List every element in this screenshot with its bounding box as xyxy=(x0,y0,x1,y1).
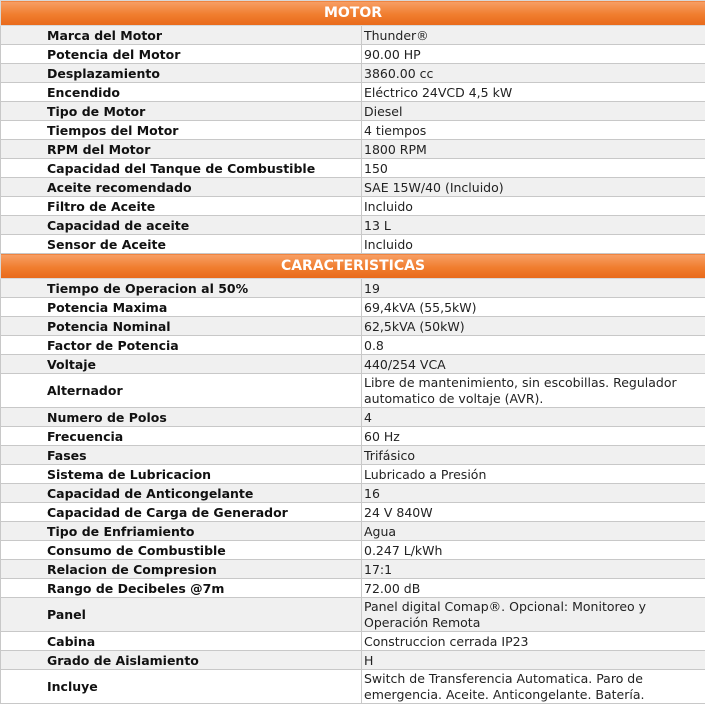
spec-row xyxy=(1,503,705,522)
spec-value: 0.8 xyxy=(362,336,705,355)
spec-value: Libre de mantenimiento, sin escobillas. Regulador automatico de voltaje (AVR). xyxy=(362,374,705,408)
spec-row xyxy=(1,102,705,121)
spec-row xyxy=(1,317,705,336)
spec-value: 0.247 L/kWh xyxy=(362,541,705,560)
spec-value: 13 L xyxy=(362,216,705,235)
spec-label: Potencia Nominal xyxy=(1,317,362,336)
spec-value: 62,5kVA (50kW) xyxy=(362,317,705,336)
spec-row xyxy=(1,670,705,704)
spec-value: 1800 RPM xyxy=(362,140,705,159)
spec-row xyxy=(1,45,705,64)
spec-row xyxy=(1,298,705,317)
spec-value: Lubricado a Presión xyxy=(362,465,705,484)
spec-value: Thunder® xyxy=(362,26,705,45)
spec-row xyxy=(1,64,705,83)
spec-label: Potencia Maxima xyxy=(1,298,362,317)
spec-value: 150 xyxy=(362,159,705,178)
spec-row xyxy=(1,465,705,484)
spec-value: H xyxy=(362,651,705,670)
spec-row xyxy=(1,279,705,298)
spec-value: 69,4kVA (55,5kW) xyxy=(362,298,705,317)
spec-value: 440/254 VCA xyxy=(362,355,705,374)
spec-row xyxy=(1,598,705,632)
spec-label: Cabina xyxy=(1,632,362,651)
spec-row xyxy=(1,235,705,254)
spec-row xyxy=(1,121,705,140)
spec-value: 72.00 dB xyxy=(362,579,705,598)
spec-value: 4 tiempos xyxy=(362,121,705,140)
spec-label: Factor de Potencia xyxy=(1,336,362,355)
section-title: CARACTERISTICAS xyxy=(1,254,705,279)
spec-value: Construccion cerrada IP23 xyxy=(362,632,705,651)
spec-row xyxy=(1,216,705,235)
spec-row xyxy=(1,83,705,102)
spec-row xyxy=(1,522,705,541)
spec-label: Grado de Aislamiento xyxy=(1,651,362,670)
spec-value: 16 xyxy=(362,484,705,503)
spec-row xyxy=(1,336,705,355)
spec-row xyxy=(1,408,705,427)
spec-label: Numero de Polos xyxy=(1,408,362,427)
spec-label: Tipo de Enfriamiento xyxy=(1,522,362,541)
spec-label: Sensor de Aceite xyxy=(1,235,362,254)
spec-row xyxy=(1,579,705,598)
section-title: MOTOR xyxy=(1,1,705,26)
spec-value: 19 xyxy=(362,279,705,298)
spec-value: Diesel xyxy=(362,102,705,121)
spec-label: RPM del Motor xyxy=(1,140,362,159)
spec-label: Aceite recomendado xyxy=(1,178,362,197)
spec-label: Capacidad de Anticongelante xyxy=(1,484,362,503)
spec-label: Desplazamiento xyxy=(1,64,362,83)
spec-label: Filtro de Aceite xyxy=(1,197,362,216)
spec-row xyxy=(1,159,705,178)
spec-label: Relacion de Compresion xyxy=(1,560,362,579)
spec-row xyxy=(1,140,705,159)
spec-value: 60 Hz xyxy=(362,427,705,446)
spec-label: Marca del Motor xyxy=(1,26,362,45)
spec-value: 90.00 HP xyxy=(362,45,705,64)
spec-row xyxy=(1,632,705,651)
spec-label: Encendido xyxy=(1,83,362,102)
spec-label: Consumo de Combustible xyxy=(1,541,362,560)
spec-row xyxy=(1,374,705,408)
spec-label: Frecuencia xyxy=(1,427,362,446)
spec-row xyxy=(1,484,705,503)
spec-label: Incluye xyxy=(1,670,362,704)
spec-value: Trifásico xyxy=(362,446,705,465)
spec-label: Panel xyxy=(1,598,362,632)
section-header xyxy=(1,254,705,279)
spec-row xyxy=(1,178,705,197)
spec-label: Tiempos del Motor xyxy=(1,121,362,140)
spec-label: Potencia del Motor xyxy=(1,45,362,64)
spec-value: SAE 15W/40 (Incluido) xyxy=(362,178,705,197)
spec-value: Switch de Transferencia Automatica. Paro de emergencia. Aceite. Anticongelante. Batería. xyxy=(362,670,705,704)
spec-value: 17:1 xyxy=(362,560,705,579)
spec-label: Rango de Decibeles @7m xyxy=(1,579,362,598)
spec-row xyxy=(1,541,705,560)
spec-value: 24 V 840W xyxy=(362,503,705,522)
spec-value: Eléctrico 24VCD 4,5 kW xyxy=(362,83,705,102)
spec-label: Tiempo de Operacion al 50% xyxy=(1,279,362,298)
spec-table-body xyxy=(1,1,705,704)
spec-label: Alternador xyxy=(1,374,362,408)
spec-value: 3860.00 cc xyxy=(362,64,705,83)
spec-row xyxy=(1,560,705,579)
spec-row xyxy=(1,197,705,216)
spec-label: Capacidad de Carga de Generador xyxy=(1,503,362,522)
spec-label: Capacidad del Tanque de Combustible xyxy=(1,159,362,178)
spec-value: 4 xyxy=(362,408,705,427)
spec-row xyxy=(1,26,705,45)
spec-label: Tipo de Motor xyxy=(1,102,362,121)
spec-value: Incluido xyxy=(362,197,705,216)
spec-label: Sistema de Lubricacion xyxy=(1,465,362,484)
spec-row xyxy=(1,427,705,446)
spec-label: Capacidad de aceite xyxy=(1,216,362,235)
spec-row xyxy=(1,651,705,670)
spec-label: Voltaje xyxy=(1,355,362,374)
spec-value: Agua xyxy=(362,522,705,541)
spec-value: Panel digital Comap®. Opcional: Monitoreo y Operación Remota xyxy=(362,598,705,632)
spec-value: Incluido xyxy=(362,235,705,254)
spec-label: Fases xyxy=(1,446,362,465)
section-header xyxy=(1,1,705,26)
spec-row xyxy=(1,446,705,465)
spec-row xyxy=(1,355,705,374)
